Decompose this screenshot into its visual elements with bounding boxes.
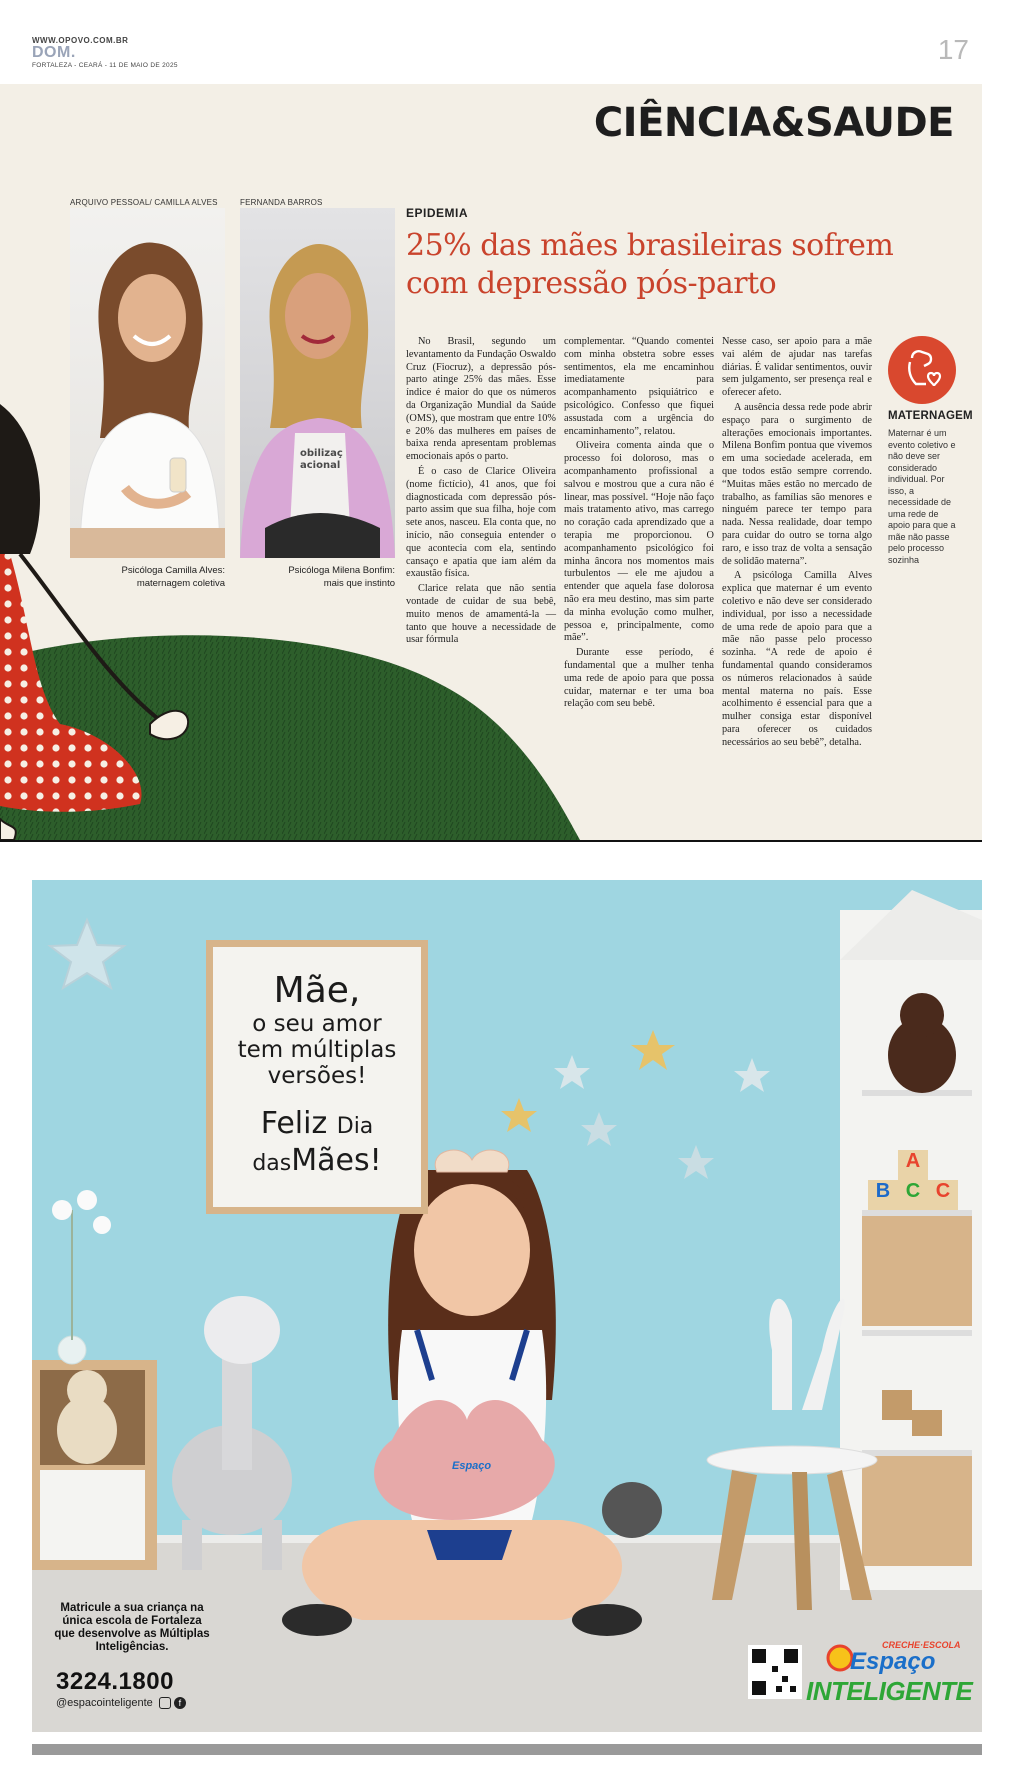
caption-line: maternagem coletiva	[136, 578, 225, 589]
block-letter: C	[905, 1180, 921, 1202]
article-panel	[0, 84, 982, 842]
frame-message	[213, 947, 421, 1207]
paragraph: complementar. “Quando comentei com minha obstetra sobre esses sentimentos, ela me encaminhou imediatamente para acompanhamento psiquiátrico e psicológico. Confesso que fiquei assustada com a urgência do encaminhamento”, relatou.	[564, 336, 714, 437]
dateline: FORTALEZA - CEARÁ - 11 DE MAIO DE 2025	[32, 62, 178, 69]
frame-line: versões!	[267, 1063, 367, 1089]
portrait-woman-white-shirt	[70, 208, 225, 558]
block-letter: A	[905, 1150, 921, 1172]
block-letter: B	[875, 1180, 891, 1202]
paragraph: A psicóloga Camilla Alves explica que maternar é um evento coletivo e não deve ser considerado individual, por isso a necessidade de uma rede de apoio para que a mãe não passe pelo processo sozinha. “A rede de apoio é fundamental quando consideramos os números relacionados à saúde mental materna no país. Esse acolhimento é essencial para que a mulher consiga estar disponível para oferecer os cuidados necessários ao seu bebê”, detalha.	[722, 570, 872, 748]
kicker: EPIDEMIA	[406, 206, 469, 220]
portrait-woman-pink-cardigan	[240, 208, 395, 558]
article-column-1	[406, 336, 556, 649]
photo-credit: FERNANDA BARROS	[240, 198, 323, 207]
page-number: 17	[937, 34, 969, 65]
shirt-logo-text: Espaço	[452, 1460, 492, 1472]
footer-bar	[32, 1744, 982, 1755]
section-title: CIÊNCIA&SAUDE	[593, 100, 954, 146]
ad-phone: 3224.1800	[56, 1668, 174, 1695]
ad-tagline: Matricule a sua criança na única escola de Fortaleza que desenvolve as Múltiplas Inteligências.	[54, 1602, 210, 1653]
frame-line: o seu amor	[252, 1011, 382, 1037]
hand-heart-icon	[888, 336, 956, 404]
paragraph: Oliveira comenta ainda que o processo foi doloroso, mas o acompanhamento profissional a salvou e mostrou que a cura não é linear, mas possível. “Hoje não faço mais tratamento ativo, mas carrego no coração cada aprendizado que a terapia me proporcionou. O acompanhamento psicológico foi minha âncora nos momentos mais turbulentos — ele me ajudou a entender que aquela fase dolorosa não era meu destino, mas sim parte da minha evolução como mulher, pessoa e, principalmente, como mãe”.	[564, 440, 714, 644]
article-column-2	[564, 336, 714, 713]
paragraph: É o caso de Clarice Oliveira (nome fictício), 41 anos, que foi diagnosticada com depressão pós-parto assim que sua filha, hoje com sete anos, nasceu. Ela conta que, no início, não conseguia entender o que acontecia com ela, sentindo cansaço e apatia que iam além da exaustão física.	[406, 465, 556, 580]
site-url: WWW.OPOVO.COM.BR	[32, 36, 129, 45]
block-letter: C	[935, 1180, 951, 1202]
logo-inteligente: INTELIGENTE	[806, 1676, 973, 1706]
shirt-text-line: acional	[300, 460, 341, 471]
photo-credit: ARQUIVO PESSOAL/ CAMILLA ALVES	[70, 198, 218, 207]
instagram-icon	[159, 1697, 171, 1709]
paragraph: No Brasil, segundo um levantamento da Fundação Oswaldo Cruz (Fiocruz), a depressão pós-parto atinge 25% das mães. Esse índice é maior do que os números da Organização Mundial da Saúde (OMS), que mostram que entre 10% e 20% das mulheres em países de baixa renda apresentam problemas emocionais após o parto.	[406, 336, 556, 463]
frame-word: das	[252, 1151, 292, 1176]
shirt-text-line: obilizaç	[300, 448, 343, 459]
photo-caption-2	[240, 564, 395, 590]
photo-milena-bonfim	[240, 208, 395, 558]
caption-line: mais que instinto	[323, 578, 395, 589]
shirt-text	[300, 448, 360, 472]
social-handle: @espacointeligente	[56, 1697, 153, 1709]
frame-word: Mães!	[291, 1143, 382, 1178]
picture-frame	[206, 940, 428, 1214]
sidebar-text: Maternar é um evento coletivo e não deve ser considerado individual. Por isso, a necessidade de uma rede de apoio para que a mãe não passe pelo processo sozinha	[888, 428, 956, 565]
brand-logo: DOM.	[32, 44, 76, 61]
maternity-icon	[888, 336, 956, 404]
frame-greeting-line	[213, 1107, 421, 1144]
frame-greeting-line	[213, 1144, 421, 1181]
frame-title: Mãe,	[273, 970, 361, 1011]
frame-word: Dia	[336, 1114, 374, 1139]
advertisement	[32, 880, 982, 1732]
logo-subtitle: CRECHE·ESCOLA	[882, 1640, 961, 1650]
sidebar-label: MATERNAGEM	[888, 410, 973, 422]
paragraph: Durante esse período, é fundamental que a mulher tenha uma rede de apoio para que possa cuidar, maternar e ter uma boa relação com seu bebê.	[564, 647, 714, 710]
photo-camilla-alves	[70, 208, 225, 558]
photo-caption-1	[70, 564, 225, 590]
frame-word: Feliz	[260, 1106, 328, 1141]
logo-espaco: Espaço	[850, 1648, 936, 1675]
paragraph: Clarice relata que não sentia vontade de cuidar de sua bebê, muito menos de amamentá-la — tanto que houve a necessidade de usar fórmula	[406, 583, 556, 646]
facebook-icon: f	[174, 1697, 186, 1709]
ad-social	[56, 1697, 186, 1709]
paragraph: Nesse caso, ser apoio para a mãe vai além de ajudar nas tarefas diárias. É validar sentimentos, ouvir sem julgamento, ser presença real e oferecer afeto.	[722, 336, 872, 399]
caption-line: Psicóloga Milena Bonfim:	[288, 565, 395, 576]
article-column-3	[722, 336, 872, 752]
paragraph: A ausência dessa rede pode abrir espaço para o surgimento de alterações emocionais importantes. Milena Bonfim pontua que vivemos em uma sociedade acelerada, em que todos estão sempre correndo. “Muitas mães estão no mercado de trabalho, as famílias são menores e ninguém parece ter tempo para nada. Nessa realidade, doar tempo para cuidar do outro se torna algo raro, e isso traz de volta a sensação de solidão materna”.	[722, 401, 872, 567]
frame-line: tem múltiplas	[237, 1037, 397, 1063]
headline: 25% das mães brasileiras sofrem com depressão pós-parto	[406, 228, 894, 301]
caption-line: Psicóloga Camilla Alves:	[121, 565, 225, 576]
